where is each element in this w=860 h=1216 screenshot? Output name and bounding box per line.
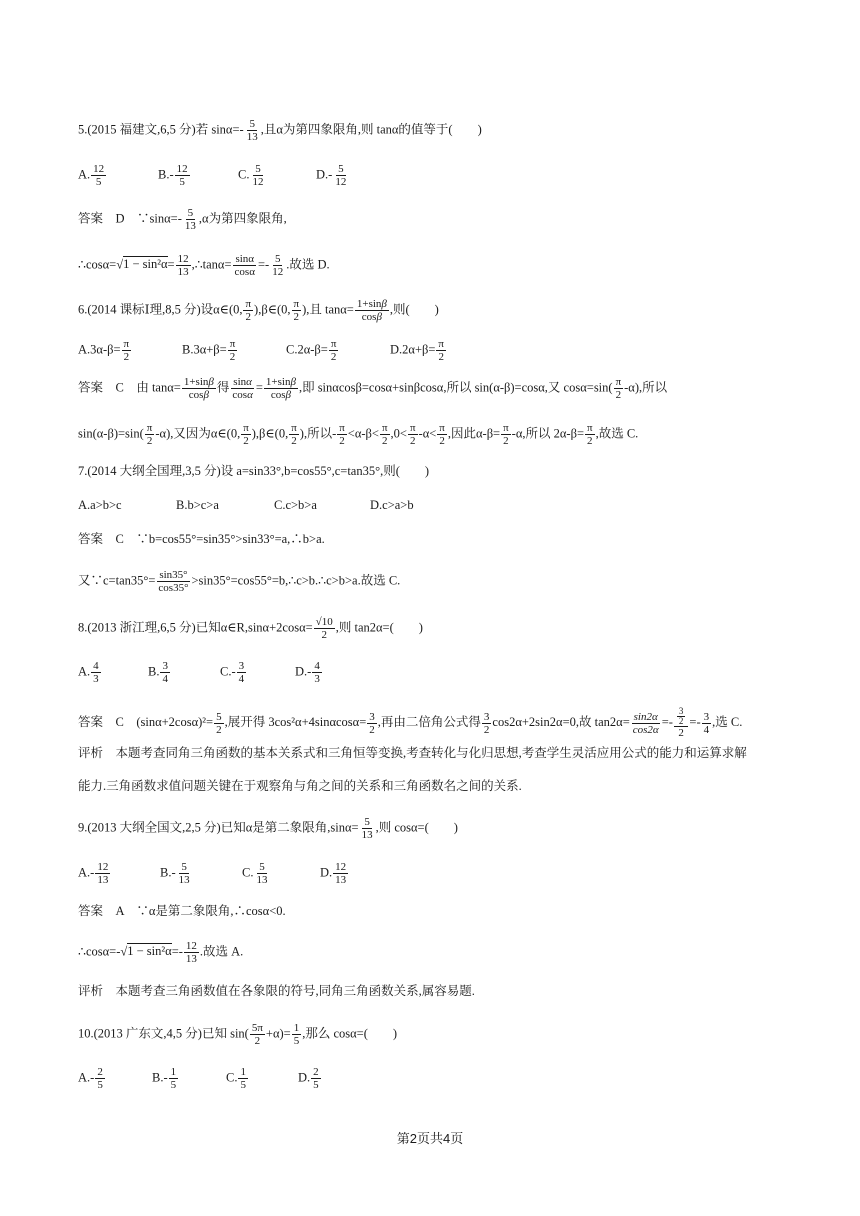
q6-answer-line1: 答案 C 由 tanα= $\frac{1+\sin\beta}{\cos\beta}$ 得 $\frac{\sin\alpha}{\cos\alpha}$ = $\frac{1+\sin\beta}{\cos\beta}$ ,即 sinαcosβ=cosα+sinβcosα,所以 sin(α-β)=cosα,又 cosα=sin( $\frac{\pi}{2}$ -α),所以 xyxy=(78,376,668,401)
q9-answer-line1: 答案 A ∵α是第二象限角,∴cosα<0. xyxy=(78,904,286,918)
page-number: 第2页共4页 xyxy=(396,1131,464,1146)
q5-answer-line2: ∴cosα=√1 − sin²α= $\frac{12}{13}$ ,∴tanα= $\frac{\sin\alpha}{\cos\alpha}$ =- $\frac{5}{12}$ .故选 D. xyxy=(78,253,330,278)
q7-answer-line1: 答案 C ∵b=cos55°=sin35°>sin33°=a,∴b>a. xyxy=(78,532,325,546)
q8-stem: 8.(2013 浙江理,6,5 分)已知α∈R,sinα+2cosα= $\frac{√10}{2}$ ,则 tan2α=( ) xyxy=(78,616,423,641)
q7-options xyxy=(78,496,414,514)
q6-stem: 6.(2014 课标Ⅰ理,8,5 分)设α∈(0, $\frac{\pi}{2}$ ),β∈(0, $\frac{\pi}{2}$ ),且 tanα= $\frac{1+\sin\beta}{\cos\beta}$ ,则( ) xyxy=(78,298,439,323)
q7-option-c: C.c>b>a xyxy=(274,498,317,512)
q7-stem: 7.(2014 大纲全国理,3,5 分)设 a=sin33°,b=cos55°,c=tan35°,则( ) xyxy=(78,464,430,478)
q5-answer-line1: 答案 D ∵sinα=- $\frac{5}{13}$ ,α为第四象限角, xyxy=(78,207,287,232)
q10-stem: 10.(2013 广东文,4,5 分)已知 sin( $\frac{5\pi}{2}$ +α)= $\frac{1}{5}$ ,那么 cosα=( ) xyxy=(78,1022,398,1047)
q7-option-b: B.b>c>a xyxy=(176,498,219,512)
q9-answer-line2: ∴cosα=-√1 − sin²α=- $\frac{12}{13}$ .故选 A. xyxy=(78,940,244,965)
q6-options: A.3α-β= $\frac{\pi}{2}$ B.3α+β= $\frac{\pi}{2}$ C.2α-β= $\frac{\pi}{2}$ D.2α+β= $\frac{\pi}{2}$ xyxy=(78,338,444,363)
q5-options: A. $\frac{12}{5}$ B.- $\frac{12}{5}$ C. $\frac{5}{12}$ D.- $\frac{5}{12}$ xyxy=(78,163,347,188)
q8-comment-line2: 能力.三角函数求值问题关键在于观察角与角之间的关系和三角函数名之间的关系. xyxy=(78,779,522,793)
q8-options: A. $\frac{4}{3}$ B. $\frac{3}{4}$ C.- $\frac{3}{4}$ D.- $\frac{4}{3}$ xyxy=(78,660,320,685)
q5-stem: 5.(2015 福建文,6,5 分)若 sinα=- $\frac{5}{13}$ ,且α为第四象限角,则 tanα的值等于( ) xyxy=(78,118,482,143)
q8-answer-line1: 答案 C (sinα+2cosα)²= $\frac{5}{2}$ ,展开得 3cos²α+4sinαcosα= $\frac{3}{2}$ ,再由二倍角公式得 $\frac{3}{2}$ cos2α+2sin2α=0,故 tan2α= $\frac{\sin 2\alpha}{\cos 2\alpha}$ =- $\frac{\frac{3}{2}}{2}$ =- $\frac{3}{4}$ ,选 C. xyxy=(78,706,743,739)
q7-answer-line2: 又∵c=tan35°= $\frac{\sin 35^\circ}{\cos 35^\circ}$ >sin35°=cos55°=b,∴c>b.∴c>b>a.故选 C. xyxy=(78,569,401,594)
q7-option-a: A.a>b>c xyxy=(78,498,122,512)
q9-comment-line1: 评析 本题考查三角函数值在各象限的符号,同角三角函数关系,属容易题. xyxy=(78,984,475,998)
q9-stem: 9.(2013 大纲全国文,2,5 分)已知α是第二象限角,sinα= $\frac{5}{13}$ ,则 cosα=( ) xyxy=(78,816,458,841)
q8-comment-line1: 评析 本题考查同角三角函数的基本关系式和三角恒等变换,考查转化与化归思想,考查学生灵活应用公式的能力和运算求解 xyxy=(78,746,747,760)
q7-option-d: D.c>a>b xyxy=(370,498,414,512)
q10-options: A.- $\frac{2}{5}$ B.- $\frac{1}{5}$ C. $\frac{1}{5}$ D. $\frac{2}{5}$ xyxy=(78,1066,319,1091)
q9-options: A.- $\frac{12}{13}$ B.- $\frac{5}{13}$ C. $\frac{5}{13}$ D. $\frac{12}{13}$ xyxy=(78,861,347,886)
q6-answer-line2: sin(α-β)=sin( $\frac{\pi}{2}$ -α),又因为α∈(0, $\frac{\pi}{2}$ ),β∈(0, $\frac{\pi}{2}$ ),所以- $\frac{\pi}{2}$ <α-β< $\frac{\pi}{2}$ ,0< $\frac{\pi}{2}$ -α< $\frac{\pi}{2}$ ,因此α-β= $\frac{\pi}{2}$ -α,所以 2α-β= $\frac{\pi}{2}$ ,故选 C. xyxy=(78,422,639,447)
